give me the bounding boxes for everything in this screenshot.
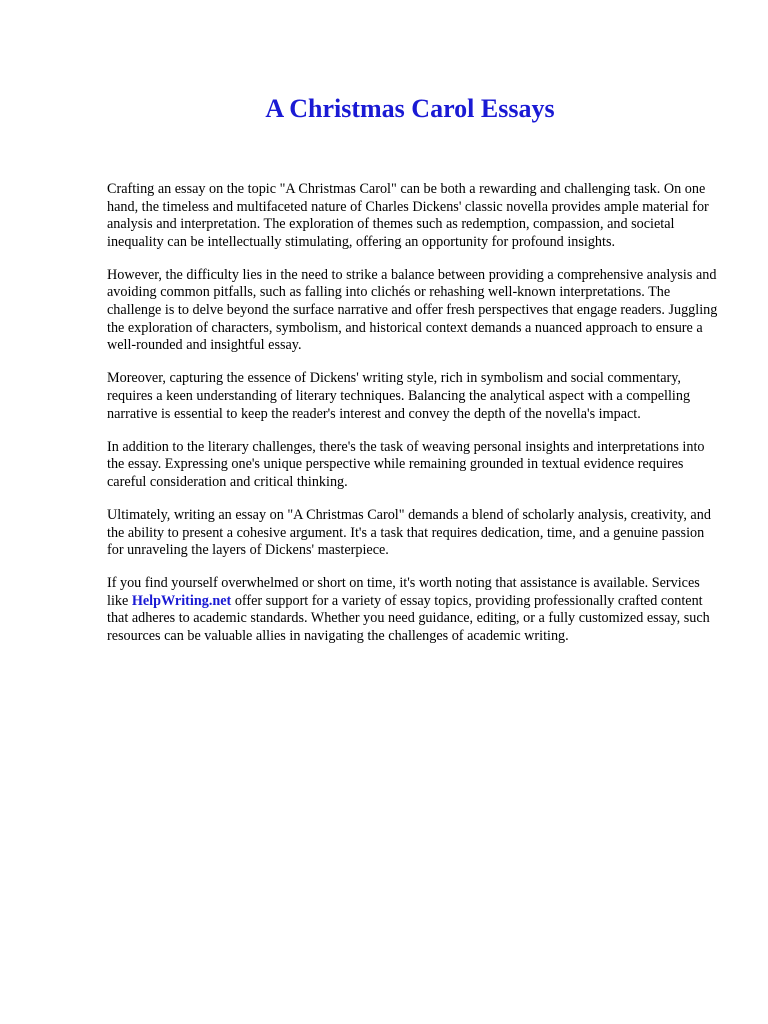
paragraph-6 — [107, 575, 719, 645]
paragraph-6-text-after-link: offer support for a variety of essay topics, providing professionally crafted content that adheres to academic standards. Whether you need guidance, editing, or a fully customized essay, such resources can be valuable allies in navigating the challenges of academic writing. — [107, 592, 710, 644]
paragraph-4: In addition to the literary challenges, there's the task of weaving personal insights and interpretations into the essay. Expressing one's unique perspective while remaining grounded in textual evidence requires careful consideration and critical thinking. — [107, 438, 705, 490]
paragraph-5: Ultimately, writing an essay on "A Christmas Carol" demands a blend of scholarly analysis, creativity, and the ability to present a cohesive argument. It's a task that requires dedication, time, and a genuine passion for unraveling the layers of Dickens' masterpiece. — [107, 506, 711, 559]
helpwriting-link[interactable]: HelpWriting.net — [131, 592, 232, 609]
essay-body — [107, 181, 719, 661]
paragraph-2: However, the difficulty lies in the need to strike a balance between providing a comprehensive analysis and avoiding common pitfalls, such as falling into clichés or rehashing well-known interpretations. The challenge is to delve beyond the surface narrative and offer fresh perspectives that engage readers. Juggling the exploration of characters, symbolism, and historical context demands a nuanced approach to ensure a well-rounded and insightful essay. — [107, 266, 718, 354]
page-title: A Christmas Carol Essays — [265, 94, 555, 123]
paragraph-6-text-before-link: If you find yourself overwhelmed or short on time, it's worth noting that assistance is available. Services like — [107, 575, 700, 609]
paragraph-1: Crafting an essay on the topic "A Christmas Carol" can be both a rewarding and challenging task. On one hand, the timeless and multifaceted nature of Charles Dickens' classic novella provides ample material for analysis and interpretation. The exploration of themes such as redemption, compassion, and societal inequality can be intellectually stimulating, offering an opportunity for profound insights. — [107, 181, 709, 250]
paragraph-3: Moreover, capturing the essence of Dickens' writing style, rich in symbolism and social commentary, requires a keen understanding of literary techniques. Balancing the analytical aspect with a compelling narrative is essential to keep the reader's interest and convey the depth of the novella's impact. — [107, 370, 691, 422]
